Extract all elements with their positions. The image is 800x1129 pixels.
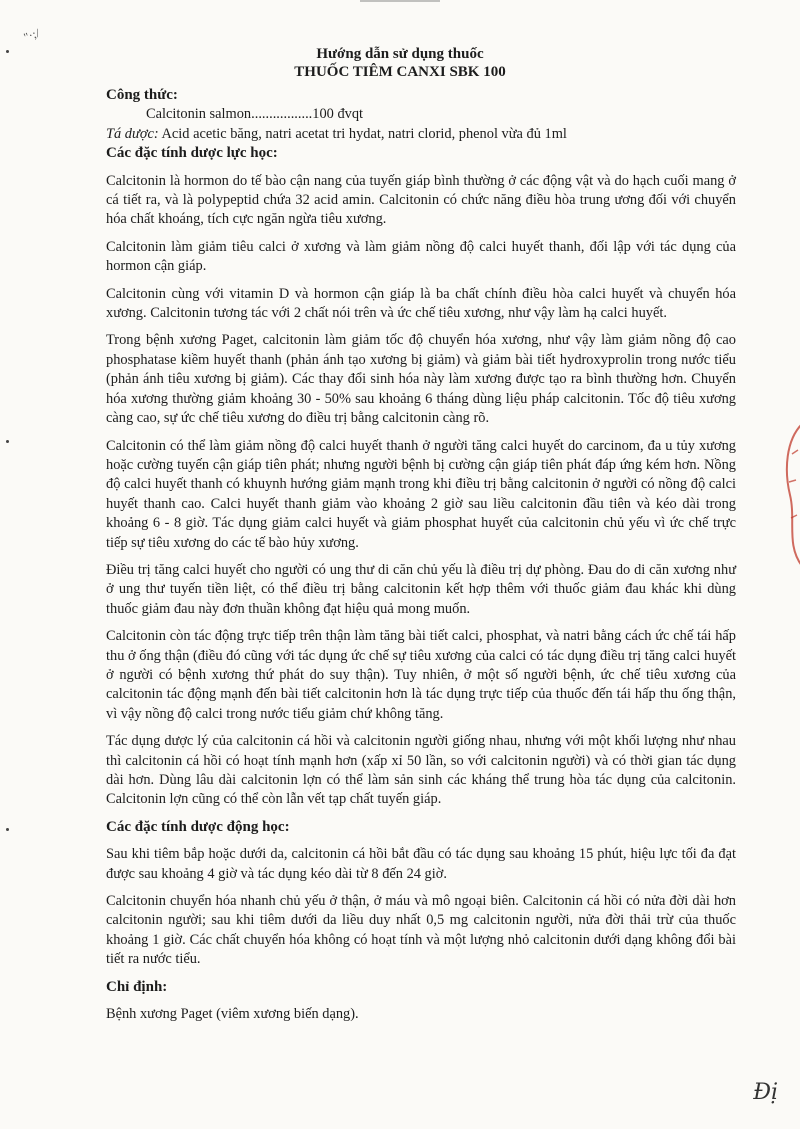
corner-scribble: "·;/ <box>21 25 42 45</box>
paragraph: Calcitonin còn tác động trực tiếp trên thận làm tăng bài tiết calci, phosphat, và natri bằng cách ức chế tái hấp thu ở ống thận (điều đó cũng với tác dụng ức chế sự tiêu xương của calci có tác dụng điều trị tăng calci huyết ở người có bệnh xương thứ phát do suy thận). Tuy nhiên, ở một số người bệnh, ức chế tiêu xương của calcitonin tác động mạnh đến bài tiết calcitonin hơn là tác dụng trực tiếp của thuốc đến tái hấp thu ống thận, vì vậy nồng độ calci trong nước tiểu giảm chứ không tăng. <box>106 628 736 722</box>
paragraph: Sau khi tiêm bắp hoặc dưới da, calcitonin cá hồi bắt đầu có tác dụng sau khoảng 15 phút, hiệu lực tối đa đạt được sau khoảng 4 giờ và tác dụng kéo dài từ 8 đến 24 giờ. <box>106 846 736 882</box>
paragraph: Calcitonin chuyển hóa nhanh chủ yếu ở thận, ở máu và mô ngoại biên. Calcitonin cá hồi có nửa đời dài hơn calcitonin người; sau khi tiêm dưới da liều duy nhất 0,5 mg calcitonin người, nửa đời thải trừ của thuốc khoảng 1 giờ. Các chất chuyển hóa không có hoạt tính và một lượng nhỏ calcitonin dưới dạng không đổi bài tiết ra nước tiểu. <box>106 893 736 968</box>
doc-body <box>106 86 736 1032</box>
doc-title: Hướng dẫn sử dụng thuốc <box>316 46 484 62</box>
paragraph: Calcitonin có thể làm giảm nồng độ calci huyết thanh ở người tăng calci huyết do carcinom, đa u tủy xương hoặc cường tuyến cận giáp tiên phát; nhưng người bệnh bị cường cận giáp tiên phát đáp ứng kém hơn. Nồng độ calci huyết thanh có khuynh hướng giảm mạnh trong khi điều trị bằng calcitonin ở người có nồng độ calci huyết thanh cao. Calci huyết thanh giảm vào khoảng 2 giờ sau liều calcitonin đầu tiên và kéo dài trong khoảng 6 - 8 giờ. Tác dụng giảm calci huyết và giảm phosphat huyết của calcitonin chủ yếu vì ức chế trực tiếp sự tiêu xương do các tế bào hủy xương. <box>106 437 736 551</box>
paragraph: Tác dụng dược lý của calcitonin cá hồi và calcitonin người giống nhau, nhưng với một khối lượng như nhau thì calcitonin cá hồi có hoạt tính mạnh hơn (xấp xỉ 50 lần, so với calcitonin người) và có thời gian tác dụng dài hơn. Dùng lâu dài calcitonin lợn có thể làm sản sinh các kháng thể trung hòa tác dụng của calcitonin. Calcitonin lợn cũng có thể còn lẫn vết tạp chất tuyến giáp. <box>106 733 736 808</box>
paragraph: Calcitonin làm giảm tiêu calci ở xương và làm giảm nồng độ calci huyết thanh, đối lập với tác dụng của hormon cận giáp. <box>106 238 736 275</box>
section-heading-pharmacokinetics: Các đặc tính dược động học: <box>106 818 290 835</box>
section-heading-formula: Công thức: <box>106 87 178 103</box>
section-heading-indications: Chỉ định: <box>106 978 168 995</box>
paragraph: Calcitonin là hormon do tế bào cận nang của tuyến giáp bình thường ở các động vật và do hạch cuối mang ở cá tiết ra, và là polypeptid chứa 32 acid amin. Calcitonin có chức năng điều hòa trung ương đối với chuyển hóa chất khoáng, tích cực ngăn ngừa tiêu xương. <box>106 172 736 228</box>
section-heading-pharmacodynamics: Các đặc tính dược lực học: <box>106 145 278 162</box>
paragraph: Bệnh xương Paget (viêm xương biến dạng). <box>106 1006 359 1023</box>
formula-excipients <box>106 125 736 144</box>
excipients-label: Tá dược: <box>106 125 159 142</box>
margin-dot <box>6 440 9 443</box>
excipients-text: Acid acetic băng, natri acetat tri hydat, natri clorid, phenol vừa đủ 1ml <box>158 125 567 142</box>
scan-edge-mark <box>360 0 440 2</box>
paragraph: Trong bệnh xương Paget, calcitonin làm giảm tốc độ chuyển hóa xương, như vậy làm giảm nồng độ cao phosphatase kiềm huyết thanh (phản ánh tạo xương bị giảm) và giảm bài tiết hydroxyprolin trong nước tiểu (phản ánh tiêu xương bị giảm). Các thay đổi sinh hóa này làm xương được tạo ra bình thường hơn. Chuyển hóa xương thường giảm khoảng 30 - 50% sau khoảng 6 tháng dùng liệu pháp calcitonin. Tốc độ tiêu xương càng cao, sự ức chế tiêu xương do điều trị bằng calcitonin càng rõ. <box>106 332 736 427</box>
paragraph: Calcitonin cùng với vitamin D và hormon cận giáp là ba chất chính điều hòa calci huyết và chuyển hóa xương. Calcitonin tương tác với 2 chất nói trên và ức chế tiêu xương, như vậy làm hạ calci huyết. <box>106 285 736 322</box>
doc-product-title: THUỐC TIÊM CANXI SBK 100 <box>294 64 506 80</box>
handwritten-initials: Đị <box>753 1080 778 1105</box>
margin-dot <box>6 828 9 831</box>
formula-active-ingredient: Calcitonin salmon.................100 đvqt <box>146 106 364 123</box>
red-stamp-edge <box>776 420 800 570</box>
paragraph: Điều trị tăng calci huyết cho người có ung thư di căn chủ yếu là điều trị dự phòng. Đau do di căn xương như ở ung thư tuyến tiền liệt, có thể điều trị bằng calcitonin kết hợp thêm với thuốc giảm đau khác khi dùng thuốc giảm đau này đơn thuần không đạt hiệu quả mong muốn. <box>106 561 736 617</box>
